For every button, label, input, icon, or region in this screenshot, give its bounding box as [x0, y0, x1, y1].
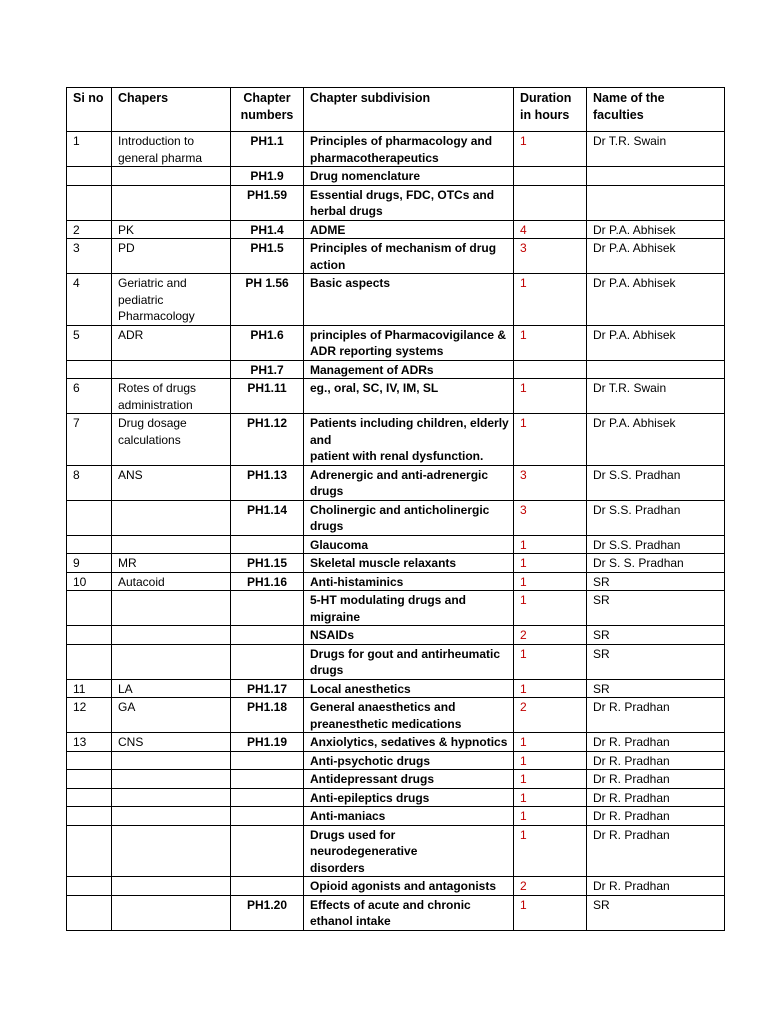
chapter-number-cell — [231, 626, 304, 645]
table-row — [67, 825, 725, 877]
header-faculty: Name of the faculties — [587, 88, 725, 132]
chapter-cell — [112, 807, 231, 826]
chapter-number-cell — [231, 877, 304, 896]
faculty-cell: Dr T.R. Swain — [587, 132, 725, 167]
si-no-cell: 1 — [67, 132, 112, 167]
faculty-cell: Dr P.A. Abhisek — [587, 414, 725, 466]
si-no-cell — [67, 807, 112, 826]
faculty-cell: Dr S.S. Pradhan — [587, 500, 725, 535]
si-no-cell: 4 — [67, 274, 112, 326]
chapter-cell: MR — [112, 554, 231, 573]
subdivision-cell: Management of ADRs — [304, 360, 514, 379]
si-no-cell — [67, 185, 112, 220]
chapter-cell — [112, 825, 231, 877]
duration-cell: 1 — [514, 751, 587, 770]
si-no-cell — [67, 788, 112, 807]
chapter-cell — [112, 500, 231, 535]
si-no-cell: 13 — [67, 733, 112, 752]
subdivision-cell: Drug nomenclature — [304, 167, 514, 186]
faculty-cell: Dr S.S. Pradhan — [587, 465, 725, 500]
si-no-cell: 7 — [67, 414, 112, 466]
syllabus-table — [66, 87, 725, 931]
faculty-cell: Dr P.A. Abhisek — [587, 239, 725, 274]
si-no-cell — [67, 626, 112, 645]
subdivision-cell: Antidepressant drugs — [304, 770, 514, 789]
table-row — [67, 360, 725, 379]
subdivision-cell: Glaucoma — [304, 535, 514, 554]
chapter-number-cell: PH1.59 — [231, 185, 304, 220]
faculty-cell: Dr R. Pradhan — [587, 770, 725, 789]
chapter-number-cell: PH1.1 — [231, 132, 304, 167]
table-row — [67, 788, 725, 807]
chapter-cell: ADR — [112, 325, 231, 360]
table-body — [67, 132, 725, 931]
chapter-number-cell — [231, 770, 304, 789]
duration-cell: 4 — [514, 220, 587, 239]
chapter-cell: CNS — [112, 733, 231, 752]
duration-cell — [514, 167, 587, 186]
faculty-cell: Dr R. Pradhan — [587, 877, 725, 896]
table-row — [67, 895, 725, 930]
faculty-cell: SR — [587, 572, 725, 591]
si-no-cell — [67, 535, 112, 554]
table-row — [67, 220, 725, 239]
table-row — [67, 132, 725, 167]
si-no-cell — [67, 877, 112, 896]
subdivision-cell: Principles of pharmacology and pharmacotherapeutics — [304, 132, 514, 167]
subdivision-cell: ADME — [304, 220, 514, 239]
table-row — [67, 379, 725, 414]
chapter-cell — [112, 895, 231, 930]
header-subdivision: Chapter subdivision — [304, 88, 514, 132]
duration-cell: 1 — [514, 788, 587, 807]
chapter-cell: Autacoid — [112, 572, 231, 591]
duration-cell: 1 — [514, 572, 587, 591]
faculty-cell: Dr R. Pradhan — [587, 807, 725, 826]
duration-cell: 3 — [514, 239, 587, 274]
subdivision-cell: NSAIDs — [304, 626, 514, 645]
chapter-cell — [112, 877, 231, 896]
si-no-cell — [67, 500, 112, 535]
subdivision-cell: Adrenergic and anti-adrenergic drugs — [304, 465, 514, 500]
si-no-cell — [67, 644, 112, 679]
duration-cell: 1 — [514, 132, 587, 167]
faculty-cell: Dr S.S. Pradhan — [587, 535, 725, 554]
subdivision-cell: Drugs used for neurodegenerative disorders — [304, 825, 514, 877]
chapter-cell: Drug dosage calculations — [112, 414, 231, 466]
chapter-number-cell: PH1.17 — [231, 679, 304, 698]
duration-cell — [514, 185, 587, 220]
faculty-cell: Dr P.A. Abhisek — [587, 274, 725, 326]
faculty-cell: Dr T.R. Swain — [587, 379, 725, 414]
chapter-number-cell — [231, 807, 304, 826]
subdivision-cell: General anaesthetics and preanesthetic medications — [304, 698, 514, 733]
header-row — [67, 88, 725, 132]
subdivision-cell: 5-HT modulating drugs and migraine — [304, 591, 514, 626]
table-row — [67, 500, 725, 535]
faculty-cell: Dr R. Pradhan — [587, 788, 725, 807]
faculty-cell: Dr S. S. Pradhan — [587, 554, 725, 573]
duration-cell: 1 — [514, 554, 587, 573]
chapter-number-cell: PH1.11 — [231, 379, 304, 414]
faculty-cell: SR — [587, 679, 725, 698]
duration-cell: 1 — [514, 535, 587, 554]
si-no-cell: 5 — [67, 325, 112, 360]
si-no-cell: 8 — [67, 465, 112, 500]
chapter-number-cell — [231, 788, 304, 807]
si-no-cell — [67, 751, 112, 770]
si-no-cell: 12 — [67, 698, 112, 733]
si-no-cell: 10 — [67, 572, 112, 591]
chapter-cell: ANS — [112, 465, 231, 500]
faculty-cell: SR — [587, 895, 725, 930]
subdivision-cell: Skeletal muscle relaxants — [304, 554, 514, 573]
faculty-cell: SR — [587, 626, 725, 645]
si-no-cell — [67, 895, 112, 930]
chapter-number-cell: PH1.15 — [231, 554, 304, 573]
subdivision-cell: Opioid agonists and antagonists — [304, 877, 514, 896]
chapter-cell: Introduction to general pharma — [112, 132, 231, 167]
duration-cell: 1 — [514, 591, 587, 626]
faculty-cell — [587, 185, 725, 220]
subdivision-cell: Drugs for gout and antirheumatic drugs — [304, 644, 514, 679]
table-row — [67, 591, 725, 626]
subdivision-cell: Principles of mechanism of drug action — [304, 239, 514, 274]
table-row — [67, 167, 725, 186]
duration-cell: 1 — [514, 414, 587, 466]
chapter-number-cell: PH1.9 — [231, 167, 304, 186]
si-no-cell: 9 — [67, 554, 112, 573]
chapter-cell: PD — [112, 239, 231, 274]
duration-cell: 3 — [514, 465, 587, 500]
header-chapters: Chapers — [112, 88, 231, 132]
table-row — [67, 535, 725, 554]
duration-cell: 1 — [514, 807, 587, 826]
duration-cell: 1 — [514, 895, 587, 930]
subdivision-cell: Basic aspects — [304, 274, 514, 326]
subdivision-cell: Anxiolytics, sedatives & hypnotics — [304, 733, 514, 752]
duration-cell: 1 — [514, 325, 587, 360]
chapter-number-cell — [231, 644, 304, 679]
table-row — [67, 877, 725, 896]
chapter-cell — [112, 185, 231, 220]
subdivision-cell: Local anesthetics — [304, 679, 514, 698]
chapter-number-cell — [231, 591, 304, 626]
chapter-number-cell: PH1.12 — [231, 414, 304, 466]
subdivision-cell: Essential drugs, FDC, OTCs and herbal drugs — [304, 185, 514, 220]
si-no-cell: 6 — [67, 379, 112, 414]
duration-cell: 1 — [514, 379, 587, 414]
chapter-number-cell: PH1.16 — [231, 572, 304, 591]
chapter-cell — [112, 788, 231, 807]
table-row — [67, 644, 725, 679]
header-si-no: Si no — [67, 88, 112, 132]
chapter-cell: LA — [112, 679, 231, 698]
si-no-cell: 3 — [67, 239, 112, 274]
chapter-number-cell: PH1.4 — [231, 220, 304, 239]
duration-cell: 2 — [514, 698, 587, 733]
table-row — [67, 751, 725, 770]
chapter-number-cell: PH1.6 — [231, 325, 304, 360]
chapter-cell — [112, 626, 231, 645]
chapter-number-cell: PH1.18 — [231, 698, 304, 733]
table-row — [67, 274, 725, 326]
header-chapter-numbers: Chapter numbers — [231, 88, 304, 132]
chapter-number-cell: PH1.19 — [231, 733, 304, 752]
si-no-cell — [67, 167, 112, 186]
si-no-cell — [67, 770, 112, 789]
si-no-cell: 11 — [67, 679, 112, 698]
chapter-cell — [112, 591, 231, 626]
chapter-number-cell: PH1.5 — [231, 239, 304, 274]
chapter-number-cell: PH1.13 — [231, 465, 304, 500]
table-row — [67, 325, 725, 360]
faculty-cell: Dr R. Pradhan — [587, 825, 725, 877]
chapter-number-cell: PH 1.56 — [231, 274, 304, 326]
si-no-cell — [67, 825, 112, 877]
chapter-cell — [112, 644, 231, 679]
table-row — [67, 807, 725, 826]
faculty-cell — [587, 360, 725, 379]
duration-cell: 3 — [514, 500, 587, 535]
faculty-cell: Dr R. Pradhan — [587, 698, 725, 733]
faculty-cell: Dr P.A. Abhisek — [587, 220, 725, 239]
chapter-cell — [112, 360, 231, 379]
chapter-cell — [112, 167, 231, 186]
table-row — [67, 626, 725, 645]
chapter-number-cell — [231, 751, 304, 770]
faculty-cell: Dr R. Pradhan — [587, 751, 725, 770]
faculty-cell: SR — [587, 591, 725, 626]
duration-cell: 2 — [514, 877, 587, 896]
chapter-cell: Geriatric and pediatric Pharmacology — [112, 274, 231, 326]
subdivision-cell: eg., oral, SC, IV, IM, SL — [304, 379, 514, 414]
faculty-cell — [587, 167, 725, 186]
chapter-cell: Rotes of drugs administration — [112, 379, 231, 414]
subdivision-cell: Effects of acute and chronic ethanol intake — [304, 895, 514, 930]
table-row — [67, 698, 725, 733]
si-no-cell — [67, 360, 112, 379]
subdivision-cell: Anti-maniacs — [304, 807, 514, 826]
subdivision-cell: principles of Pharmacovigilance & ADR reporting systems — [304, 325, 514, 360]
si-no-cell — [67, 591, 112, 626]
duration-cell — [514, 360, 587, 379]
duration-cell: 1 — [514, 679, 587, 698]
chapter-number-cell — [231, 825, 304, 877]
chapter-cell: GA — [112, 698, 231, 733]
chapter-cell — [112, 751, 231, 770]
table-row — [67, 465, 725, 500]
header-duration: Duration in hours — [514, 88, 587, 132]
chapter-number-cell: PH1.14 — [231, 500, 304, 535]
table-row — [67, 770, 725, 789]
faculty-cell: SR — [587, 644, 725, 679]
faculty-cell: Dr R. Pradhan — [587, 733, 725, 752]
duration-cell: 1 — [514, 274, 587, 326]
table-row — [67, 239, 725, 274]
chapter-cell: PK — [112, 220, 231, 239]
chapter-number-cell: PH1.20 — [231, 895, 304, 930]
duration-cell: 1 — [514, 825, 587, 877]
chapter-number-cell: PH1.7 — [231, 360, 304, 379]
subdivision-cell: Cholinergic and anticholinergic drugs — [304, 500, 514, 535]
subdivision-cell: Patients including children, elderly and patient with renal dysfunction. — [304, 414, 514, 466]
chapter-cell — [112, 535, 231, 554]
subdivision-cell: Anti-psychotic drugs — [304, 751, 514, 770]
faculty-cell: Dr P.A. Abhisek — [587, 325, 725, 360]
table-row — [67, 414, 725, 466]
si-no-cell: 2 — [67, 220, 112, 239]
table-row — [67, 679, 725, 698]
chapter-cell — [112, 770, 231, 789]
chapter-number-cell — [231, 535, 304, 554]
duration-cell: 1 — [514, 770, 587, 789]
table-row — [67, 554, 725, 573]
duration-cell: 2 — [514, 626, 587, 645]
document-page — [66, 87, 725, 931]
table-row — [67, 185, 725, 220]
duration-cell: 1 — [514, 733, 587, 752]
subdivision-cell: Anti-epileptics drugs — [304, 788, 514, 807]
subdivision-cell: Anti-histaminics — [304, 572, 514, 591]
table-row — [67, 733, 725, 752]
table-row — [67, 572, 725, 591]
duration-cell: 1 — [514, 644, 587, 679]
